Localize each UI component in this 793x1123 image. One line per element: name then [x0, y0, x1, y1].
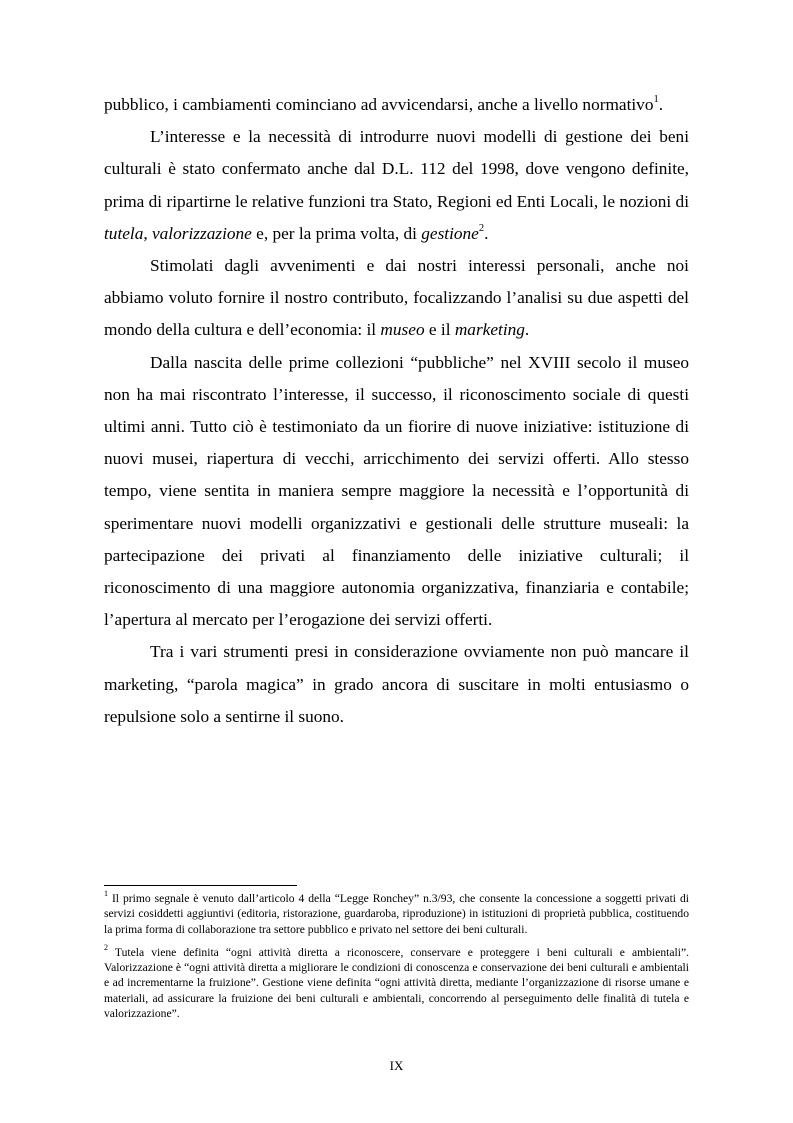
footnote-1 — [104, 891, 689, 937]
footnote-number: 2 — [104, 943, 108, 953]
paragraph-5: Tra i vari strumenti presi in considerazione ovviamente non può mancare il marketing, “parola magica” in grado ancora di suscitare in molti entusiasmo o repulsione solo a sentirne il suono. — [104, 642, 689, 726]
paragraph-2: L’interesse e la necessità di introdurre nuovi modelli di gestione dei beni culturali è stato confermato anche dal D.L. 112 del 1998, dove vengono definite, prima di ripartirne le relative funzioni tra Stato, Regioni ed Enti Locali, le nozioni di tutela, valorizzazione e, per la prima volta, di gestione$^2$. — [104, 127, 689, 243]
footnote-ref-2: 2 — [478, 223, 485, 235]
footnote-ref-1: 1 — [653, 94, 659, 106]
paragraph-3: Stimolati dagli avvenimenti e dai nostri interessi personali, anche noi abbiamo voluto fornire il nostro contributo, focalizzando l’analisi su due aspetti del mondo della cultura e dell’economia: il museo e il marketing. — [104, 256, 689, 340]
footnote-text: Il primo segnale è venuto dall’articolo 4 della “Legge Ronchey” n.3/93, che consente la concessione a soggetti privati di servizi cosiddetti aggiuntivi (editoria, ristorazione, guardaroba, riproduzione) in istituzioni di proprietà pubblica, costituendo la prima forma di collaborazione tra settore pubblico e privato nel settore dei beni culturali. — [104, 892, 689, 936]
footnote-text: Tutela viene definita “ogni attività diretta a riconoscere, conservare e proteggere i beni culturali e ambientali”. Valorizzazione è “ogni attività diretta a migliorare le condizioni di conoscenza e conservazione dei beni culturali e ambientali e ad incrementarne la fruizione”. Gestione viene definita “ogni attività diretta, mediante l’organizzazione di risorse umane e materiali, ad assicurare la fruizione dei beni culturali e ambientali, concorrendo al perseguimento delle finalità di tutela e valorizzazione”. — [104, 945, 689, 1021]
footnote-2 — [104, 945, 689, 1021]
footnotes — [104, 891, 689, 1029]
page-number: IX — [389, 1058, 404, 1073]
footnote-separator — [104, 885, 297, 886]
footnote-number: 1 — [104, 889, 108, 899]
main-text — [104, 89, 689, 733]
paragraph-1: pubblico, i cambiamenti cominciano ad avvicendarsi, anche a livello normativo$^1$. — [104, 94, 664, 114]
paragraph-4: Dalla nascita delle prime collezioni “pubbliche” nel XVIII secolo il museo non ha mai riscontrato l’interesse, il successo, il riconoscimento sociale di questi ultimi anni. Tutto ciò è testimoniato da un fiorire di nuove iniziative: istituzione di nuovi musei, riapertura di vecchi, arricchimento dei servizi offerti. Allo stesso tempo, viene sentita in maniera sempre maggiore la necessità e l’opportunità di sperimentare nuovi modelli organizzativi e gestionali delle strutture museali: la partecipazione dei privati al finanziamento delle iniziative culturali; il riconoscimento di una maggiore autonomia organizzativa, finanziaria e contabile; l’apertura al mercato per l’erogazione dei servizi offerti. — [104, 352, 689, 630]
